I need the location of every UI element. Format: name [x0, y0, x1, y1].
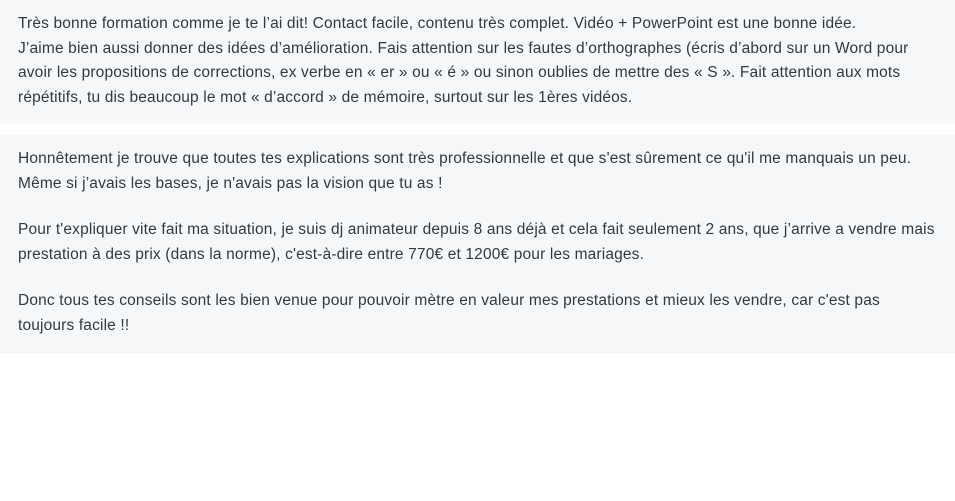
testimonial-block-two: [0, 135, 955, 354]
testimonial-two-paragraph-2: Même si j’avais les bases, je n'avais pas la vision que tu as !: [18, 174, 443, 192]
testimonial-two-paragraph-1: Honnêtement je trouve que toutes tes explications sont très professionnelle et que s'est sûrement ce qu'il me manquais un peu.: [18, 150, 912, 167]
testimonial-one-paragraph-1: Très bonne formation comme je te l’ai dit! Contact facile, contenu très complet. Vidéo + PowerPoint est une bonne idée.: [18, 15, 857, 32]
testimonial-one-paragraph-2: J’aime bien aussi donner des idées d’amélioration. Fais attention sur les fautes d’orthographes (écris d’abord sur un Word pour avoir les propositions de corrections, ex verbe en « er » ou « é » ou sinon oublies de mettre des « S ». Fait attention aux mots répétitifs, tu dis beaucoup le mot « d’accord » de mémoire, surtout sur les 1ères vidéos.: [18, 39, 909, 106]
testimonial-two-paragraph-3: Pour t'expliquer vite fait ma situation, je suis dj animateur depuis 8 ans déjà et cela fait seulement 2 ans, que j’arrive a vendre mais prestation à des prix (dans la norme), c'est-à-dire entre 770€ et 1200€ pour les mariages.: [18, 221, 935, 263]
testimonial-block-one: [0, 0, 955, 124]
testimonial-two-paragraph-4: Donc tous tes conseils sont les bien venue pour pouvoir mètre en valeur mes prestations et mieux les vendre, car c'est pas toujours facile !!: [18, 292, 880, 334]
